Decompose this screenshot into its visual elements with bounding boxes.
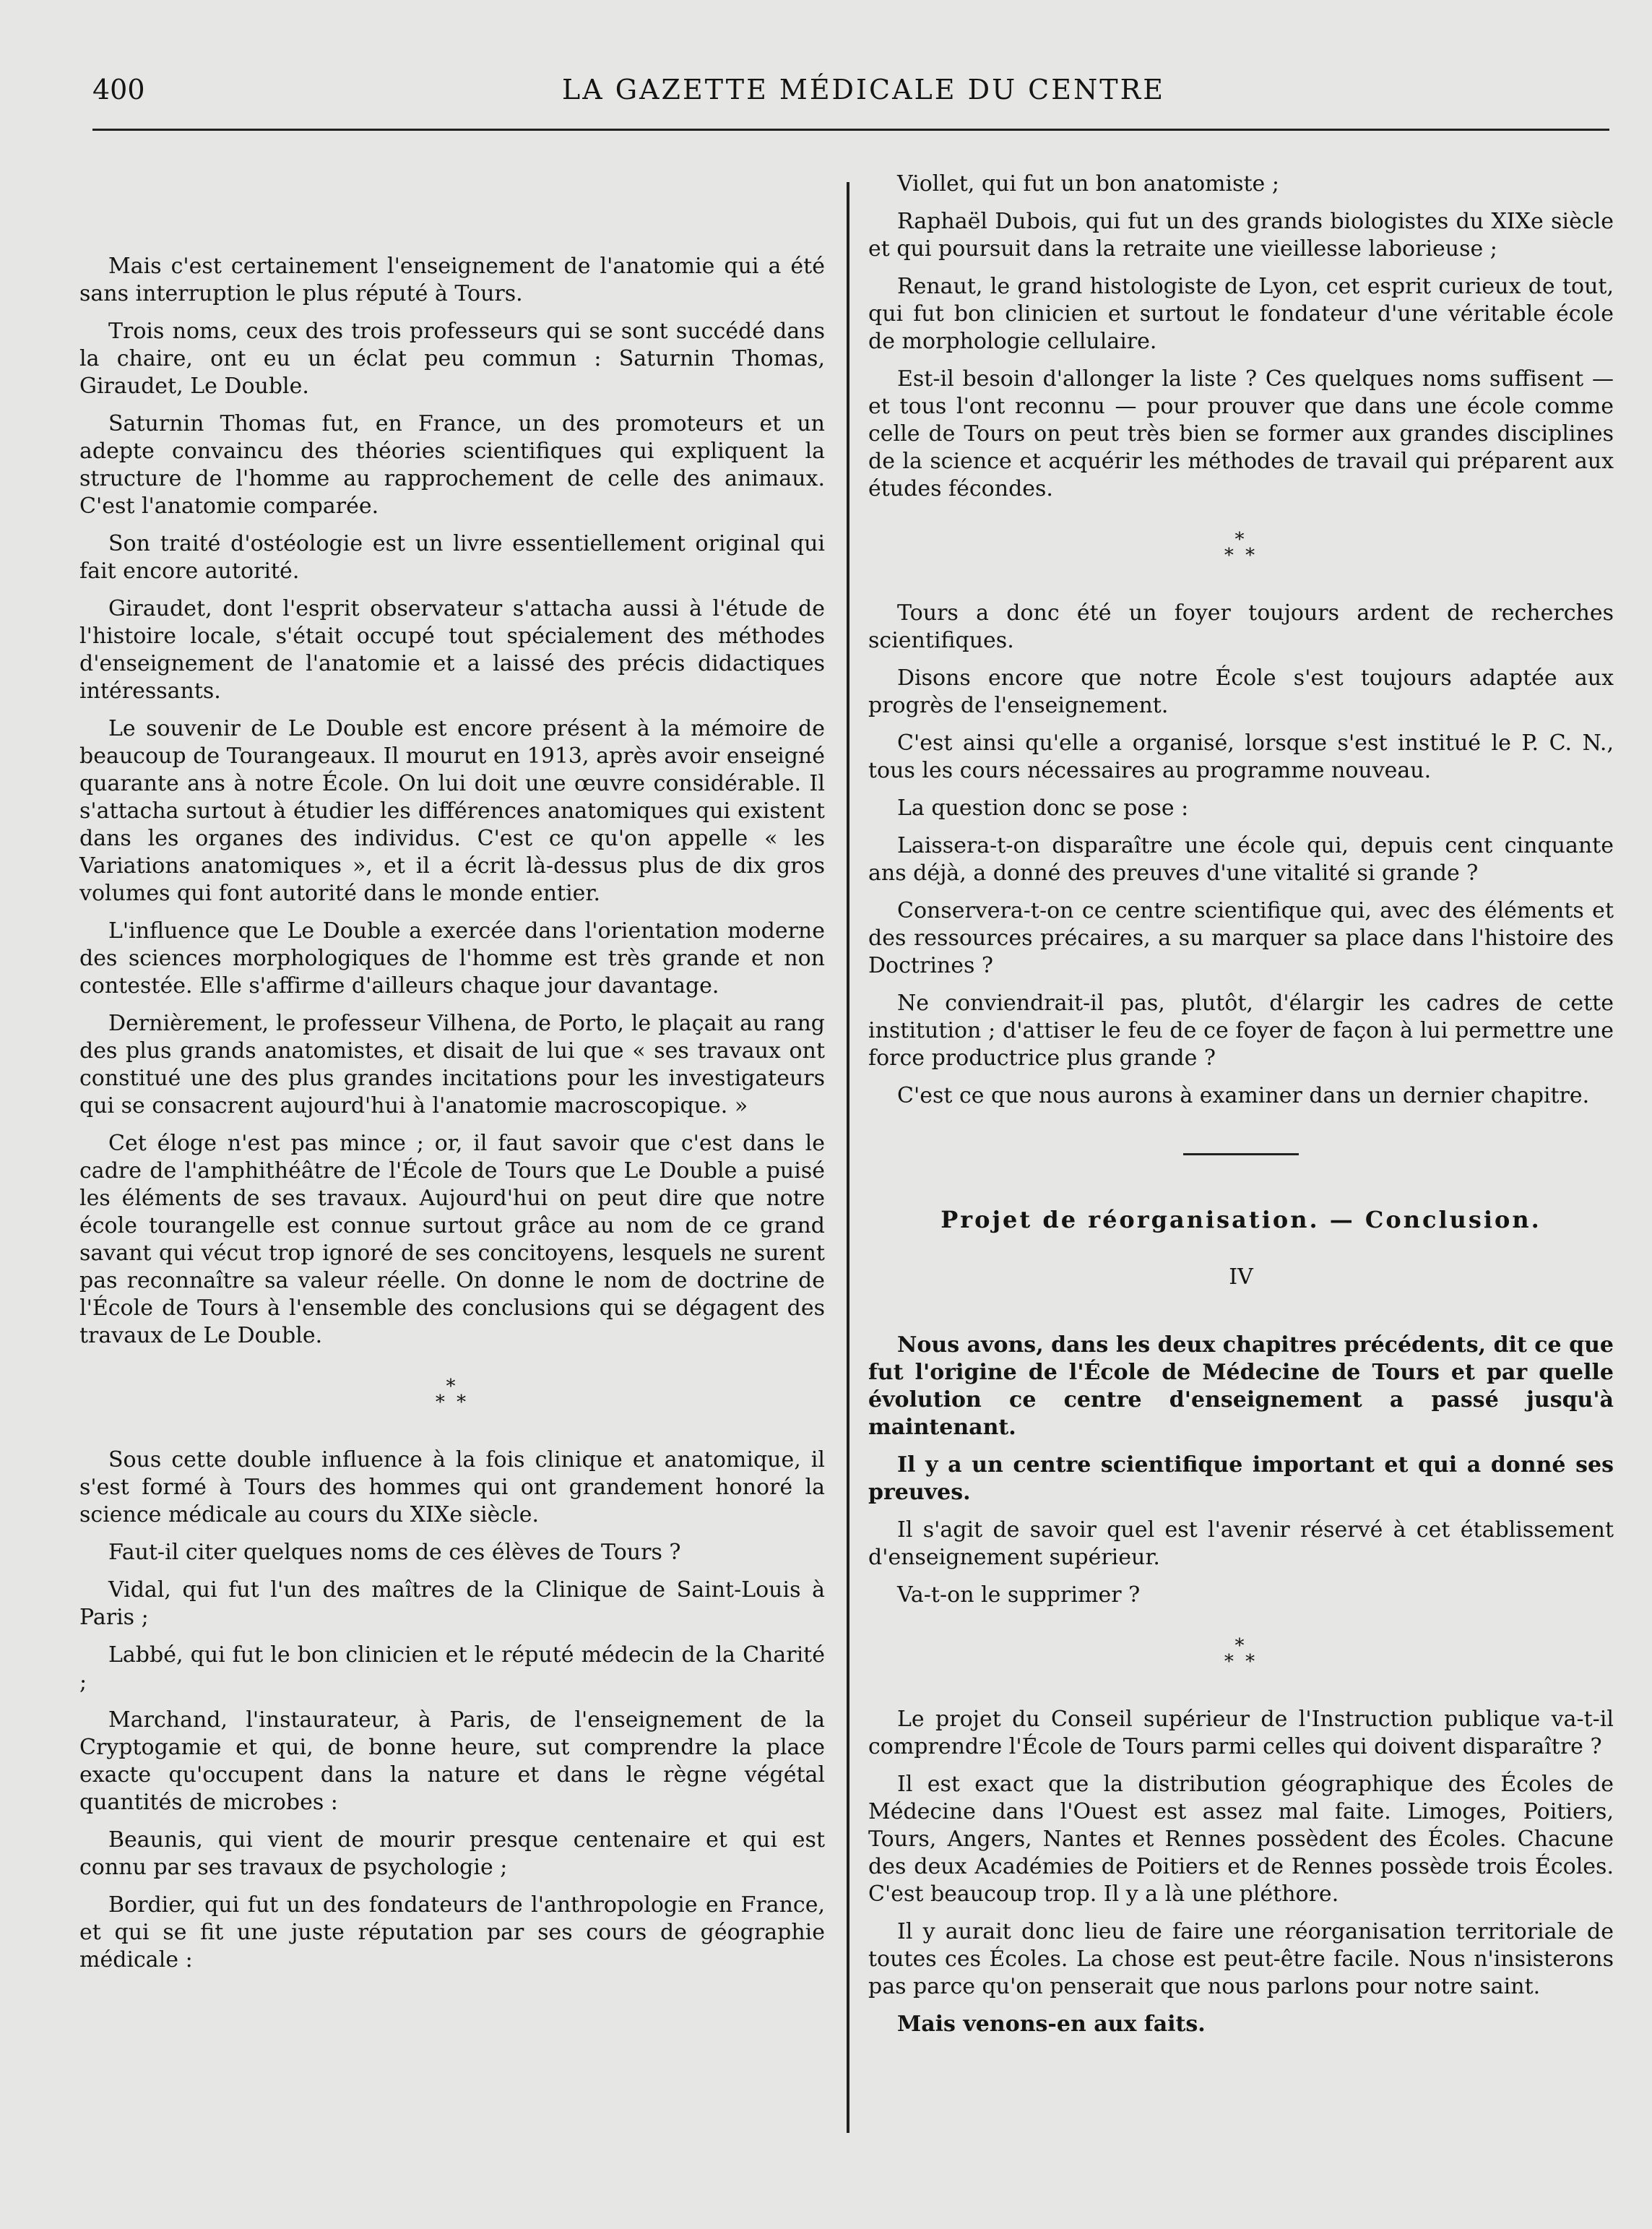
paragraph: Viollet, qui fut un bon anatomiste ;: [897, 171, 1279, 197]
paragraph: Saturnin Thomas fut, en France, un des promoteurs et un adepte convaincu des théories scientifiques qui expliquent la structure de l'homme au rapprochement de celle des animaux. C'est l'anatomie comparée.: [79, 411, 825, 519]
paragraph: Mais c'est certainement l'enseignement de l'anatomie qui a été sans interruption le plus réputé à Tours.: [79, 254, 825, 306]
paragraph: Marchand, l'instaurateur, à Paris, de l'enseignement de la Cryptogamie et qui, de bonne heure, sut comprendre la place exacte qu'occupent dans la nature et dans le règne végétal quantités de microbes :: [79, 1707, 825, 1815]
left-column: [79, 253, 825, 1984]
paragraph: Nous avons, dans les deux chapitres précédents, dit ce que fut l'origine de l'École de Médecine de Tours et par quelle évolution ce centre d'enseignement a passé jusqu'à maintenant.: [868, 1332, 1614, 1440]
paragraph: Cet éloge n'est pas mince ; or, il faut savoir que c'est dans le cadre de l'amphithéâtre de l'École de Tours que Le Double a puisé les éléments de ses travaux. Aujourd'hui on peut dire que notre école tourangelle est connue surtout grâce au nom de ce grand savant qui vécut trop ignoré de ses concitoyens, lesquels ne surent pas reconnaître sa valeur réelle. On donne le nom de doctrine de l'École de Tours à l'ensemble des conclusions qui se dégagent des travaux de Le Double.: [79, 1131, 825, 1348]
paragraph: Tours a donc été un foyer toujours ardent de recherches scientifiques.: [868, 600, 1614, 653]
column-divider: [847, 182, 849, 2133]
asterism-separator: [79, 1376, 825, 1413]
paragraph: Conservera-t-on ce centre scientifique qui, avec des éléments et des ressources précaires, a su marquer sa place dans l'histoire des Doctrines ?: [868, 898, 1614, 978]
paragraph: Beaunis, qui vient de mourir presque centenaire et qui est connu par ses travaux de psychologie ;: [79, 1827, 825, 1880]
asterism-bottom: * *: [1224, 1651, 1258, 1673]
asterism-top: *: [446, 1376, 459, 1397]
paragraph: Mais venons-en aux faits.: [897, 2012, 1206, 2037]
paragraph: Laissera-t-on disparaître une école qui, depuis cent cinquante ans déjà, a donné des preuves d'une vitalité si grande ?: [868, 833, 1614, 886]
section-title: Projet de réorganisation. — Conclusion.: [940, 1206, 1541, 1233]
paragraph: Disons encore que notre École s'est toujours adaptée aux progrès de l'enseignement.: [868, 665, 1614, 718]
paragraph: Trois noms, ceux des trois professeurs qui se sont succédé dans la chaire, ont eu un éclat peu commun : Saturnin Thomas, Giraudet, Le Double.: [79, 319, 825, 399]
page-number: 400: [92, 74, 145, 105]
asterism-top: *: [1234, 1635, 1247, 1657]
asterism-separator: [868, 1635, 1614, 1673]
paragraph: Va-t-on le supprimer ?: [897, 1582, 1141, 1608]
paragraph: Il y aurait donc lieu de faire une réorganisation territoriale de toutes ces Écoles. La chose est peut-être facile. Nous n'insisterons pas parce qu'on penserait que nous parlons pour notre saint.: [868, 1919, 1614, 1999]
paragraph: Vidal, qui fut l'un des maîtres de la Clinique de Saint-Louis à Paris ;: [79, 1577, 825, 1630]
asterism-bottom: * *: [1224, 545, 1258, 566]
paragraph: Faut-il citer quelques noms de ces élèves de Tours ?: [108, 1540, 681, 1565]
paragraph: Raphaël Dubois, qui fut un des grands biologistes du XIXe siècle et qui poursuit dans la retraite une vieillesse laborieuse ;: [868, 209, 1614, 262]
paragraph: Sous cette double influence à la fois clinique et anatomique, il s'est formé à Tours des hommes qui ont grandement honoré la science médicale au cours du XIXe siècle.: [79, 1447, 825, 1527]
page-header: [92, 71, 1609, 121]
paragraph: Dernièrement, le professeur Vilhena, de Porto, le plaçait au rang des plus grands anatomistes, et disait de lui que « ses travaux ont constitué une des plus grandes incitations pour les investigateurs qui se consacrent aujourd'hui à l'anatomie macroscopique. »: [79, 1011, 825, 1118]
asterism-bottom: * *: [435, 1392, 470, 1413]
paragraph: Il est exact que la distribution géographique des Écoles de Médecine dans l'Ouest est assez mal faite. Limoges, Poitiers, Tours, Angers, Nantes et Rennes possèdent des Écoles. Chacune des deux Académies de Poitiers et de Rennes possède trois Écoles. C'est beaucoup trop. Il y a là une pléthore.: [868, 1772, 1614, 1907]
paragraph: C'est ce que nous aurons à examiner dans un dernier chapitre.: [897, 1083, 1590, 1108]
journal-title: LA GAZETTE MÉDICALE DU CENTRE: [562, 74, 1165, 105]
paragraph: C'est ainsi qu'elle a organisé, lorsque s'est institué le P. C. N., tous les cours nécessaires au programme nouveau.: [868, 730, 1614, 783]
paragraph: Son traité d'ostéologie est un livre essentiellement original qui fait encore autorité.: [79, 531, 825, 584]
paragraph: Est-il besoin d'allonger la liste ? Ces quelques noms suffisent — et tous l'ont reconnu — pour prouver que dans une école comme celle de Tours on peut très bien se former aux grandes disciplines de la science et acquérir les méthodes de travail qui préparent aux études fécondes.: [868, 366, 1614, 501]
paragraph: Le projet du Conseil supérieur de l'Instruction publique va-t-il comprendre l'École de Tours parmi celles qui doivent disparaître ?: [868, 1707, 1614, 1759]
paragraph: Le souvenir de Le Double est encore présent à la mémoire de beaucoup de Tourangeaux. Il mourut en 1913, après avoir enseigné quarante ans à notre École. On lui doit une œuvre considérable. Il s'attacha surtout à étudier les différences anatomiques qui existent dans les organes des individus. C'est ce qu'on appelle « les Variations anatomiques », et il a écrit là-dessus plus de dix gros volumes qui font autorité dans le monde entier.: [79, 716, 825, 906]
paragraph: La question donc se pose :: [897, 796, 1189, 821]
asterism-separator: [868, 529, 1614, 566]
paragraph: Labbé, qui fut le bon clinicien et le réputé médecin de la Charité ;: [79, 1642, 825, 1695]
asterism-top: *: [1234, 529, 1247, 551]
paragraph: Ne conviendrait-il pas, plutôt, d'élargir les cadres de cette institution ; d'attiser le feu de ce foyer de façon à lui permettre une force productrice plus grande ?: [868, 991, 1614, 1071]
section-rule: [1183, 1153, 1299, 1155]
section-number: IV: [1229, 1264, 1253, 1290]
paragraph: Il s'agit de savoir quel est l'avenir réservé à cet établissement d'enseignement supérieur.: [868, 1517, 1614, 1570]
paragraph: Bordier, qui fut un des fondateurs de l'anthropologie en France, et qui se fit une juste réputation par ses cours de géographie médicale :: [79, 1892, 825, 1973]
header-rule: [92, 129, 1609, 131]
paragraph: L'influence que Le Double a exercée dans l'orientation moderne des sciences morphologiques de l'homme est très grande et non contestée. Elle s'affirme d'ailleurs chaque jour davantage.: [79, 918, 825, 999]
paragraph: Renaut, le grand histologiste de Lyon, cet esprit curieux de tout, qui fut bon clinicien et surtout le fondateur d'une véritable école de morphologie cellulaire.: [868, 274, 1614, 354]
paragraph: Giraudet, dont l'esprit observateur s'attacha aussi à l'étude de l'histoire locale, s'était occupé tout spécialement des méthodes d'enseignement de l'anatomie et a laissé des précis didactiques intéressants.: [79, 596, 825, 704]
right-column: [868, 171, 1614, 2048]
paragraph: Il y a un centre scientifique important et qui a donné ses preuves.: [868, 1452, 1614, 1505]
